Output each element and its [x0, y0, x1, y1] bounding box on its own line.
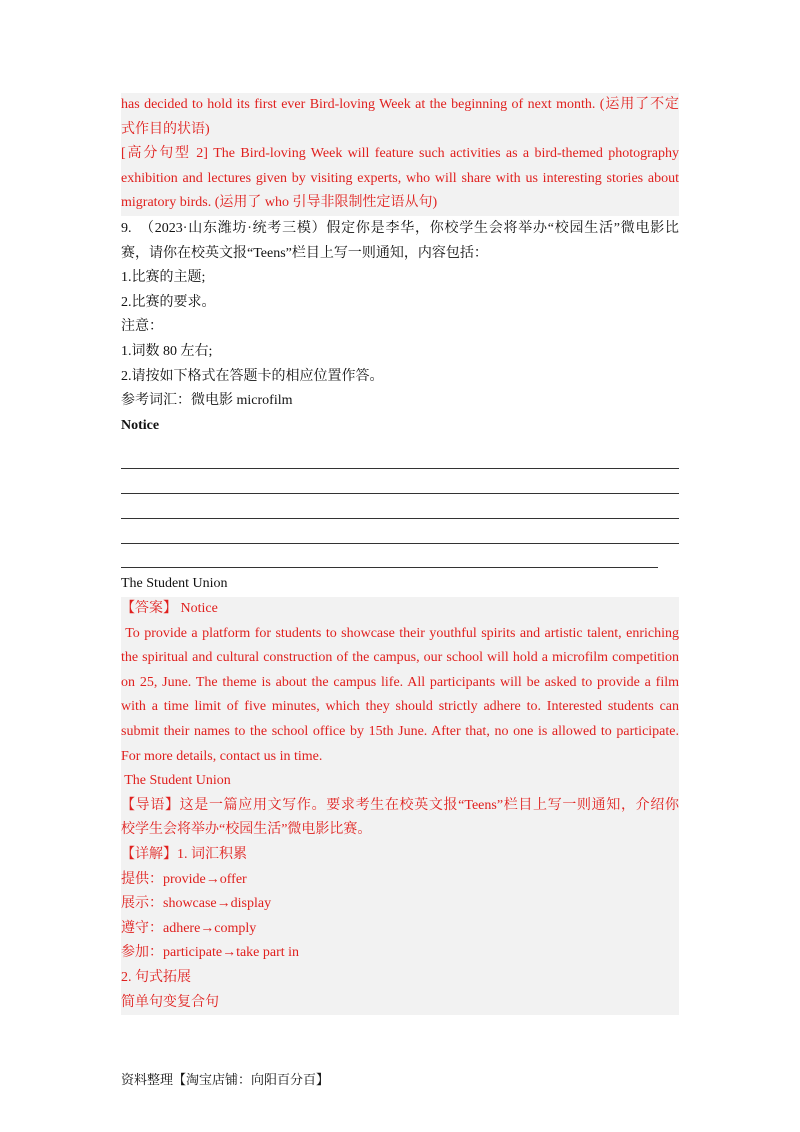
- answer-line: on 25, June. The theme is about the campus life. All participants will be asked to provide a film: [121, 674, 679, 690]
- sentence-line: [高分句型 2] The Bird-loving Week will feature such activities as a bird-themed photography: [121, 146, 679, 162]
- writing-line: [121, 567, 658, 568]
- vocab-item: 展示：showcase→display: [121, 896, 272, 912]
- requirement-item: 2.比赛的要求。: [121, 294, 216, 310]
- details-subheading: 2. 句式拓展: [121, 969, 191, 985]
- question-signature: The Student Union: [121, 576, 228, 591]
- page-footer: 资料整理【淘宝店铺：向阳百分百】: [121, 1073, 330, 1088]
- answer-block: [121, 597, 679, 1015]
- signature-block: [121, 572, 679, 597]
- vocab-item: 遵守：adhere→comply: [121, 920, 257, 936]
- details-heading: 【详解】1. 词汇积累: [121, 846, 247, 862]
- question-line: 赛，请你在校英文报“Teens”栏目上写一则通知，内容包括：: [121, 245, 488, 261]
- details-subheading: 简单句变复合句: [121, 994, 219, 1010]
- answer-line: with a time limit of five minutes, which they should strictly adhere to. Interested students can: [121, 699, 679, 715]
- writing-line: [121, 468, 679, 469]
- guide-line: 【导语】这是一篇应用文写作。要求考生在校英文报“Teens”栏目上写一则通知，介绍你: [121, 797, 679, 813]
- vocab-item: 提供：provide→offer: [121, 871, 247, 887]
- sentence-line: migratory birds. (运用了 who 引导非限制性定语从句): [121, 195, 438, 211]
- note-item: 1.词数 80 左右;: [121, 343, 213, 359]
- note-item: 2.请按如下格式在答题卡的相应位置作答。: [121, 368, 384, 384]
- note-label: 注意：: [121, 319, 163, 335]
- sentence-block-top: [121, 93, 679, 216]
- writing-line: [121, 543, 679, 544]
- answer-line: submit their names to the school office by 15th June. After that, no one is allowed to participate.: [121, 723, 679, 739]
- sentence-line: has decided to hold its first ever Bird-loving Week at the beginning of next month. (运用了不定: [121, 97, 679, 112]
- guide-line: 校学生会将举办“校园生活”微电影比赛。: [121, 822, 372, 838]
- answer-label: 【答案】 Notice: [121, 601, 218, 616]
- writing-line: [121, 518, 679, 519]
- vocab-hint: 参考词汇：微电影 microfilm: [121, 393, 293, 409]
- writing-line: [121, 493, 679, 494]
- question-block: [121, 217, 679, 438]
- notice-title: Notice: [121, 417, 160, 433]
- answer-signature: The Student Union: [121, 773, 231, 789]
- sentence-line: 式作目的状语): [121, 121, 210, 137]
- answer-line: For more details, contact us in time.: [121, 748, 323, 764]
- answer-line: To provide a platform for students to showcase their youthful spirits and artistic talent, enriching: [121, 625, 679, 641]
- vocab-item: 参加：participate→take part in: [121, 945, 300, 961]
- requirement-item: 1.比赛的主题;: [121, 270, 206, 286]
- sentence-line: exhibition and lectures given by visiting experts, who will share with us interesting stories about: [121, 170, 679, 186]
- question-line: 9. （2023·山东潍坊·统考三模）假定你是李华，你校学生会将举办“校园生活”微电影比: [121, 221, 679, 236]
- answer-line: the spiritual and cultural construction of the campus, our school will hold a microfilm competition: [121, 650, 679, 666]
